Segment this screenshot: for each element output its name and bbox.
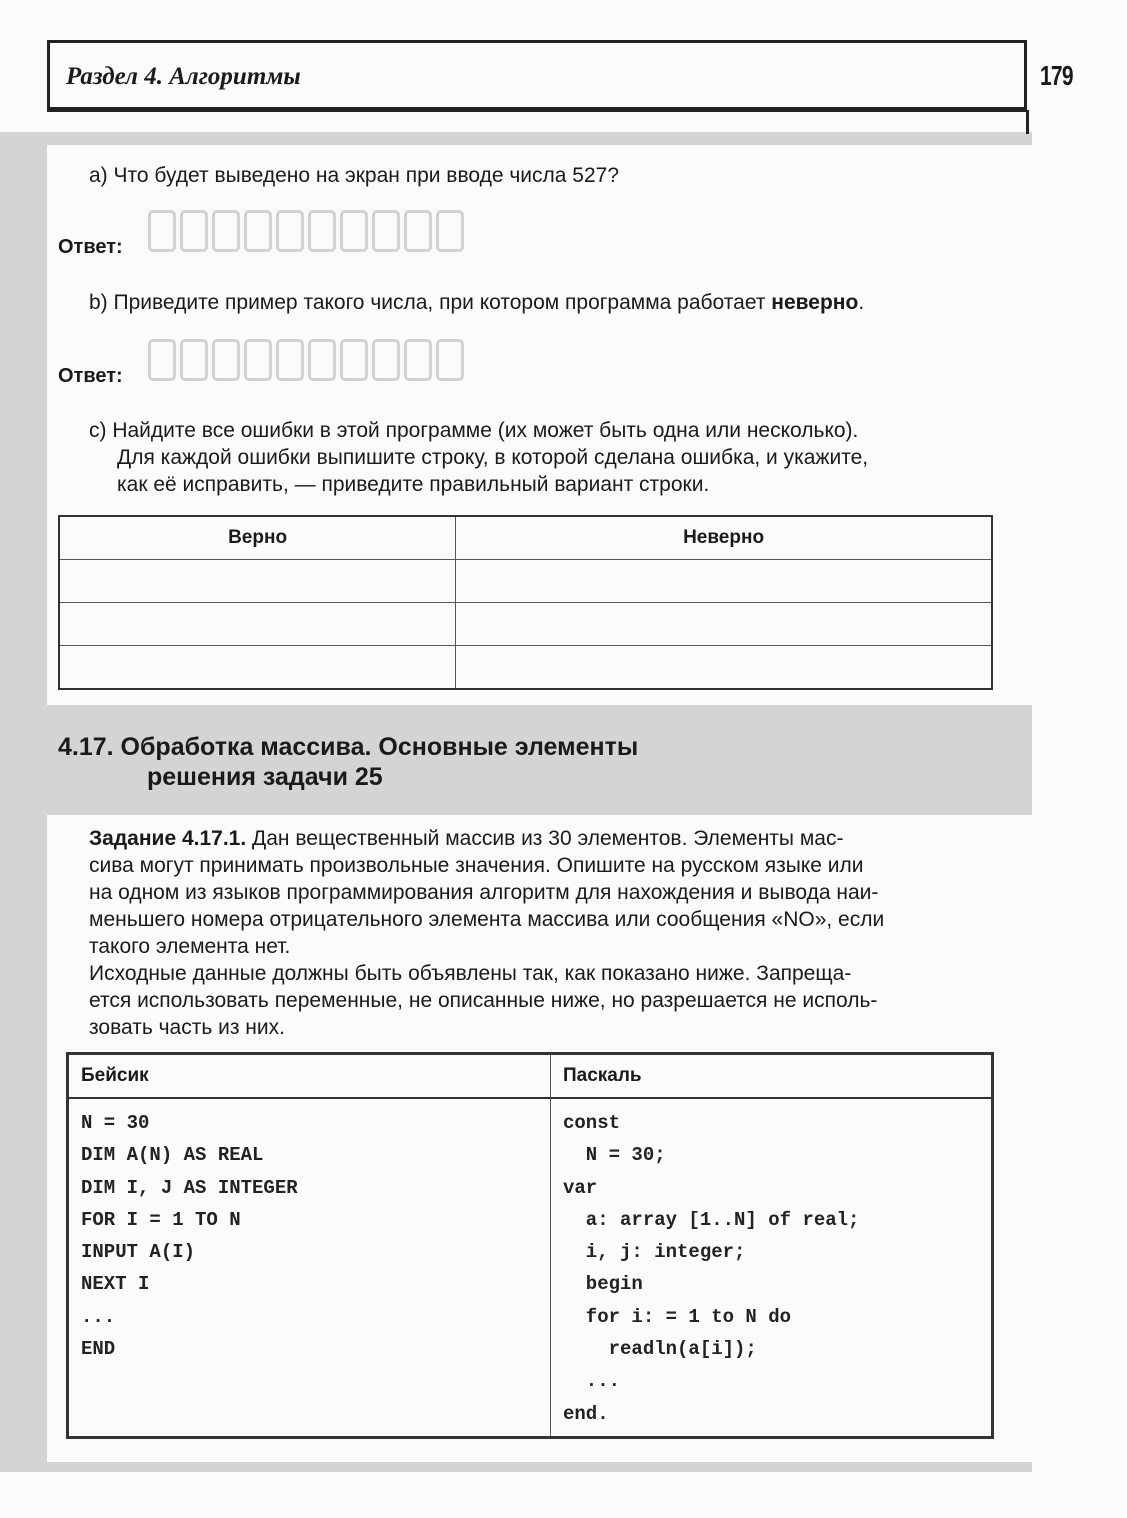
pascal-code-line: for i: = 1 to N do bbox=[563, 1305, 792, 1328]
answer-b-field[interactable] bbox=[148, 339, 464, 381]
task-line5: такого элемента нет. bbox=[89, 935, 291, 958]
answer-cell[interactable] bbox=[212, 339, 240, 381]
basic-code-line: NEXT I bbox=[81, 1273, 150, 1296]
answer-a-field[interactable] bbox=[148, 210, 464, 252]
pascal-code-line: a: array [1..N] of real; bbox=[563, 1208, 860, 1231]
answer-cell[interactable] bbox=[180, 339, 208, 381]
pascal-code-line: N = 30; bbox=[563, 1144, 666, 1167]
answer-cell[interactable] bbox=[436, 210, 464, 252]
table-cell[interactable] bbox=[59, 646, 456, 690]
task-p2-line1: Исходные данные должны быть объявлены так, как показано ниже. Запреща- bbox=[89, 962, 852, 985]
answer-cell[interactable] bbox=[372, 339, 400, 381]
answer-cell[interactable] bbox=[276, 210, 304, 252]
section-title-line1: 4.17. Обработка массива. Основные элементы bbox=[58, 733, 639, 761]
column-header-correct: Верно bbox=[59, 516, 456, 560]
task-line1 bbox=[89, 825, 843, 852]
table-cell[interactable] bbox=[59, 603, 456, 646]
table-row bbox=[59, 603, 992, 646]
question-b-period: . bbox=[858, 291, 865, 314]
task-line3: на одном из языков программирования алгоритм для нахождения и вывода наи- bbox=[89, 881, 879, 904]
table-row bbox=[59, 560, 992, 603]
answer-b-label: Ответ: bbox=[58, 365, 123, 387]
table-cell[interactable] bbox=[456, 603, 992, 646]
basic-code-line: END bbox=[81, 1338, 116, 1361]
answer-cell[interactable] bbox=[372, 210, 400, 252]
basic-code-cell bbox=[68, 1098, 551, 1437]
pascal-code-line: end. bbox=[563, 1402, 609, 1425]
pascal-code-line: ... bbox=[563, 1370, 621, 1393]
answer-cell[interactable] bbox=[148, 210, 176, 252]
column-header-pascal: Паскаль bbox=[551, 1054, 993, 1099]
question-c-line3: как её исправить, — приведите правильный вариант строки. bbox=[117, 473, 710, 496]
answer-cell[interactable] bbox=[404, 339, 432, 381]
answer-cell[interactable] bbox=[436, 339, 464, 381]
question-c-line2: Для каждой ошибки выпишите строку, в которой сделана ошибка, и укажите, bbox=[117, 446, 869, 469]
answer-cell[interactable] bbox=[276, 339, 304, 381]
answer-cell[interactable] bbox=[340, 339, 368, 381]
page-number: 179 bbox=[1040, 60, 1073, 91]
task-text: Дан вещественный массив из 30 элементов. Элементы мас- bbox=[246, 827, 844, 850]
answer-cell[interactable] bbox=[244, 339, 272, 381]
basic-code-line: N = 30 bbox=[81, 1112, 150, 1134]
answer-cell[interactable] bbox=[308, 339, 336, 381]
pascal-code-line: readln(a[i]); bbox=[563, 1338, 757, 1361]
section-title-line2: решения задачи 25 bbox=[147, 763, 383, 791]
pascal-code-line: i, j: integer; bbox=[563, 1241, 746, 1264]
column-header-basic: Бейсик bbox=[68, 1054, 551, 1099]
task-p2-line3: зовать часть из них. bbox=[89, 1016, 285, 1039]
column-header-incorrect: Неверно bbox=[456, 516, 992, 560]
table-cell[interactable] bbox=[456, 560, 992, 603]
basic-code-line: ... bbox=[81, 1305, 116, 1328]
table-cell[interactable] bbox=[456, 646, 992, 690]
header-frame bbox=[47, 40, 1027, 112]
answer-cell[interactable] bbox=[308, 210, 336, 252]
basic-code-line: DIM A(N) AS REAL bbox=[81, 1144, 264, 1167]
header-divider bbox=[1026, 110, 1029, 134]
table-cell[interactable] bbox=[59, 560, 456, 603]
code-table bbox=[66, 1052, 994, 1439]
pascal-code-line: begin bbox=[563, 1273, 643, 1296]
section-header-title: Раздел 4. Алгоритмы bbox=[66, 63, 301, 90]
question-b-text: b) Приведите пример такого числа, при котором программа работает bbox=[89, 291, 766, 314]
answer-cell[interactable] bbox=[404, 210, 432, 252]
table-row bbox=[59, 646, 992, 690]
task-line4: меньшего номера отрицательного элемента массива или сообщения «NO», если bbox=[89, 908, 885, 931]
question-a: а) Что будет выведено на экран при вводе числа 527? bbox=[89, 164, 620, 187]
task-p2-line2: ется использовать переменные, не описанные ниже, но разрешается не исполь- bbox=[89, 989, 878, 1012]
answer-a-label: Ответ: bbox=[58, 236, 123, 258]
answer-cell[interactable] bbox=[148, 339, 176, 381]
answer-cell[interactable] bbox=[340, 210, 368, 252]
pascal-code-line: var bbox=[563, 1176, 598, 1199]
question-b bbox=[89, 289, 864, 316]
task-label: Задание 4.17.1. bbox=[89, 827, 247, 850]
question-b-emphasis: неверно bbox=[771, 291, 859, 314]
section-title bbox=[58, 732, 638, 792]
answer-cell[interactable] bbox=[244, 210, 272, 252]
task-line2: сива могут принимать произвольные значения. Опишите на русском языке или bbox=[89, 854, 864, 877]
answer-cell[interactable] bbox=[180, 210, 208, 252]
pascal-code-line: const bbox=[563, 1112, 621, 1134]
answer-cell[interactable] bbox=[212, 210, 240, 252]
basic-code-line: FOR I = 1 TO N bbox=[81, 1208, 241, 1231]
pascal-code-cell bbox=[551, 1098, 993, 1437]
basic-code-line: DIM I, J AS INTEGER bbox=[81, 1176, 298, 1199]
basic-code-line: INPUT A(I) bbox=[81, 1241, 196, 1264]
question-c-line1: с) Найдите все ошибки в этой программе (их может быть одна или несколько). bbox=[89, 419, 859, 442]
corrections-table bbox=[58, 515, 993, 690]
